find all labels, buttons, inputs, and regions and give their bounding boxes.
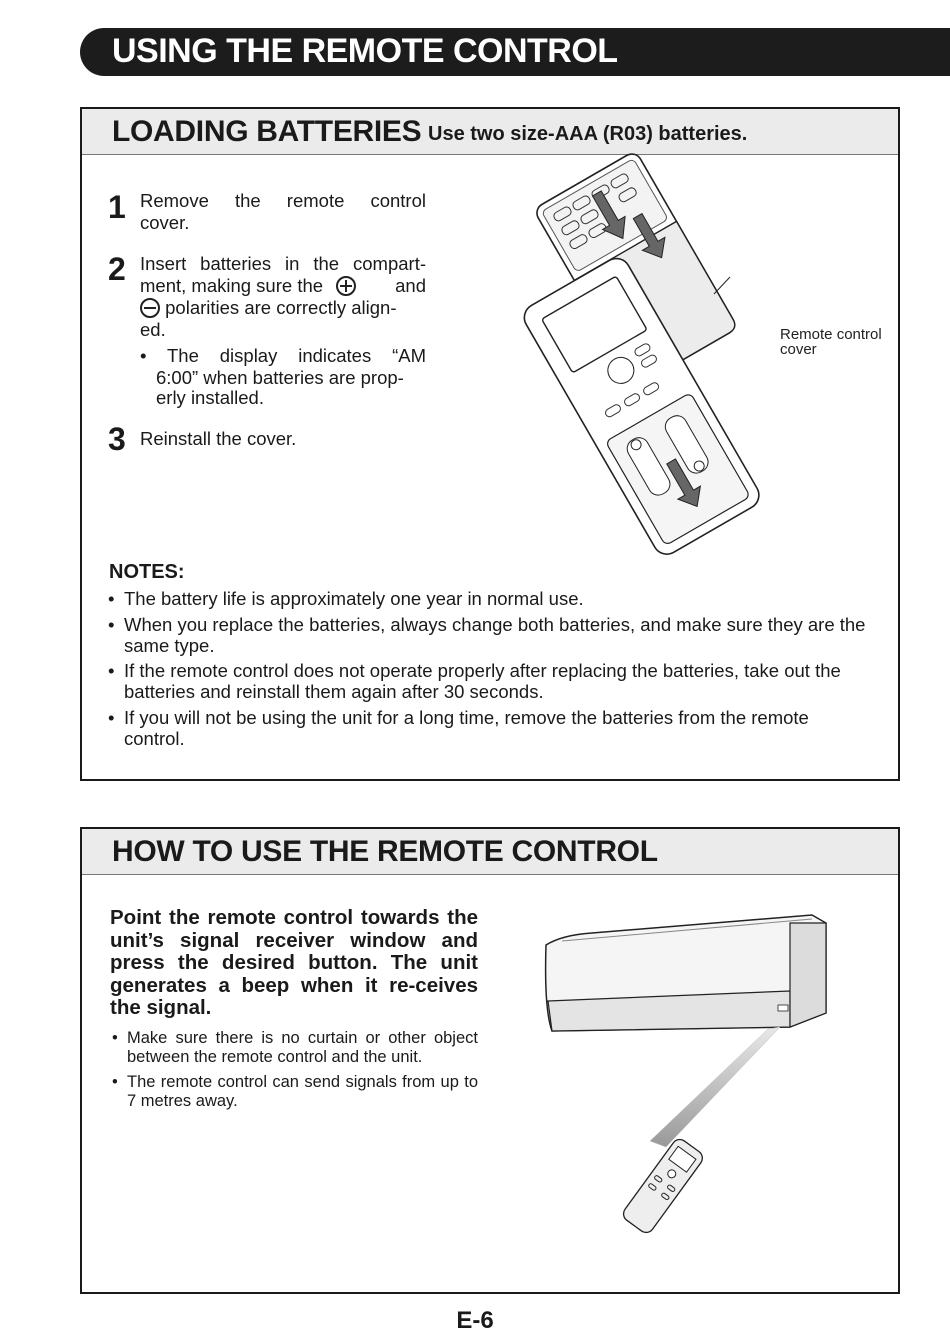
- cover-callout-label: Remote control: [780, 326, 882, 343]
- signal-beam: [650, 1027, 780, 1147]
- step-number: 1: [108, 189, 126, 225]
- step-3-line-1: Reinstall the cover.: [140, 428, 297, 449]
- battery-loading-illustration: [482, 169, 882, 569]
- note-item: • When you replace the batteries, always change both batteries, and make sure they are the same type.: [108, 614, 870, 656]
- step-2-line-3: [140, 297, 426, 319]
- instruction-bullet: • Make sure there is no curtain or other object between the remote control and the unit.: [110, 1029, 478, 1066]
- note-item: • If the remote control does not operate properly after replacing the batteries, take out the batteries and reinstall them again after 30 seconds.: [108, 660, 870, 702]
- step-2-sub-line-1: • The display indicates “AM: [140, 345, 426, 366]
- step-2-text-a: ment, making sure the: [140, 275, 324, 296]
- plus-polarity-icon: [336, 276, 356, 296]
- minus-polarity-icon: [140, 298, 160, 318]
- step-2-line-4: ed.: [140, 319, 166, 340]
- step-number: 3: [108, 421, 126, 457]
- instruction-lead: Point the remote control towards the unit’s signal receiver window and press the desired button. The unit generates a beep when it re-ceives the signal.: [110, 906, 478, 1019]
- aircon-unit-illustration: [532, 909, 842, 1259]
- note-item: • If you will not be using the unit for a long time, remove the batteries from the remote control.: [108, 707, 870, 749]
- section-subtitle: Use two size-AAA (R03) batteries.: [428, 123, 748, 145]
- remote-body-drawing: [519, 253, 764, 559]
- instruction-bullets: [110, 1029, 478, 1117]
- section-title: HOW TO USE THE REMOTE CONTROL: [112, 835, 658, 868]
- notes-list: [108, 588, 870, 753]
- header-rule: [868, 70, 950, 76]
- step-1-line-1: Remove the remote control: [140, 190, 426, 211]
- step-2-sub-line-2: 6:00” when batteries are prop-: [156, 367, 404, 388]
- step-2-text-c: polarities are correctly align-: [165, 297, 397, 318]
- note-item: • The battery life is approximately one year in normal use.: [108, 588, 870, 609]
- loading-batteries-header: [82, 109, 898, 155]
- header-bar: [80, 28, 950, 76]
- how-to-use-header: [82, 829, 898, 875]
- how-to-use-panel: [80, 827, 900, 1294]
- indoor-unit-drawing: [546, 915, 826, 1031]
- notes-title: NOTES:: [109, 561, 185, 583]
- page-number: E-6: [456, 1307, 494, 1334]
- step-2-sub-line-3: erly installed.: [156, 387, 264, 408]
- step-2-text-b: and: [395, 275, 426, 296]
- loading-batteries-panel: [80, 107, 900, 781]
- cover-callout-label: cover: [780, 341, 817, 358]
- section-title: LOADING BATTERIES: [112, 115, 422, 148]
- instruction-bullet: • The remote control can send signals from up to 7 metres away.: [110, 1073, 478, 1110]
- step-2-line-1: Insert batteries in the compart-: [140, 253, 426, 274]
- page-title: USING THE REMOTE CONTROL: [112, 32, 618, 70]
- step-number: 2: [108, 251, 126, 287]
- hand-remote-drawing: [620, 1136, 705, 1235]
- step-2-line-2: [140, 275, 426, 297]
- step-1-line-2: cover.: [140, 212, 190, 233]
